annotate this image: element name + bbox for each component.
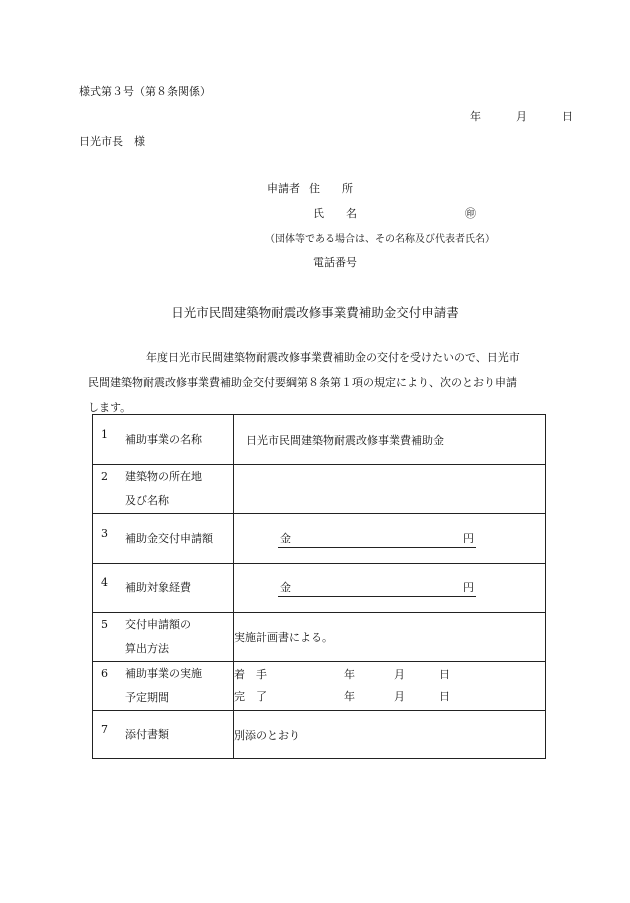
addressee: 日光市長 様 [79,135,145,148]
row-number: 3 [101,526,108,540]
group-note: （団体等である場合は、その名称及び代表者氏名） [265,234,495,245]
end-day: 日 [439,690,450,703]
end-month: 月 [394,690,405,703]
applicant-address-line [267,180,353,196]
eligible-cost-field[interactable] [278,579,476,597]
applicant-label: 申請者 [267,182,300,195]
row-label-text: 補助事業の実施 [125,667,202,680]
row-number: 1 [101,427,108,441]
application-table [92,414,546,759]
row-label [93,564,234,613]
row-label [93,613,234,662]
body-line-1: 年度日光市民間建築物耐震改修事業費補助金の交付を受けたいので、日光市 [146,351,520,364]
address-label: 住 所 [309,182,353,195]
building-location-value[interactable] [234,465,546,514]
row-label-text: 交付申請額の [125,618,191,631]
yen-prefix: 金 [280,581,291,594]
date-line [470,108,573,124]
row-label-text-2: 及び名称 [125,494,169,507]
row-value [234,564,546,613]
end-year: 年 [344,690,355,703]
row-label [93,662,234,711]
row-value [234,613,546,662]
row-label-text: 補助金交付申請額 [125,531,213,545]
table-row [93,415,546,465]
table-row [93,711,546,759]
yen-suffix: 円 [463,581,474,594]
row-value [234,711,546,759]
row-label-text: 補助事業の名称 [125,432,202,446]
table-row [93,514,546,564]
table-row [93,465,546,514]
row-number: 2 [101,470,108,483]
row-value [234,415,546,465]
date-day: 日 [562,110,573,123]
start-label: 着 手 [234,668,267,681]
row-number: 5 [101,618,108,631]
body-paragraph [88,345,560,420]
row-number: 4 [101,576,108,589]
table-row [93,564,546,613]
phone-label: 電話番号 [313,256,357,269]
row-number: 6 [101,667,108,680]
row-label [93,415,234,465]
yen-suffix: 円 [463,531,474,545]
document-title: 日光市民間建築物耐震改修事業費補助金交付申請書 [171,305,459,320]
requested-amount-field[interactable] [278,530,476,548]
attachments-value: 別添のとおり [234,728,300,742]
row-number: 7 [101,722,108,736]
end-label: 完 了 [234,690,267,703]
table-row [93,613,546,662]
name-label: 氏 名 [313,207,357,220]
date-year: 年 [470,110,481,123]
project-name-value: 日光市民間建築物耐震改修事業費補助金 [246,433,444,447]
row-label-text: 建築物の所在地 [125,470,202,483]
yen-prefix: 金 [280,531,291,545]
row-value [234,662,546,711]
start-day: 日 [439,668,450,681]
body-line-2: 民間建築物耐震改修事業費補助金交付要綱第８条第１項の規定により、次のとおり申請 [88,376,517,389]
row-label-text: 添付書類 [125,727,169,741]
calculation-method-value: 実施計画書による。 [234,631,333,644]
row-label [93,711,234,759]
row-label-text: 補助対象経費 [125,581,191,594]
start-month: 月 [394,668,405,681]
row-label [93,514,234,564]
row-label-text-2: 算出方法 [125,642,169,655]
start-year: 年 [344,668,355,681]
date-month: 月 [516,110,527,123]
row-label [93,465,234,514]
table-row [93,662,546,711]
end-date-row [234,686,545,708]
seal-mark: ㊞ [465,207,476,220]
body-line-3: します。 [88,401,132,414]
form-number: 様式第３号（第８条関係） [79,85,211,98]
start-date-row [234,664,545,686]
row-label-text-2: 予定期間 [125,691,169,704]
row-value [234,514,546,564]
